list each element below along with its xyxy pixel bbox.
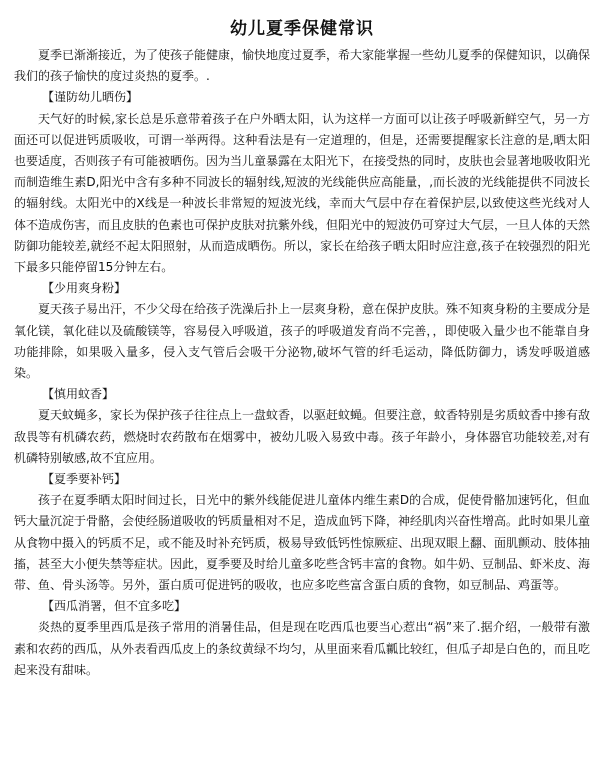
section-heading: 【慎用蚊香】 [42,387,115,402]
section-sunburn [14,87,590,278]
section-heading: 【谨防幼儿晒伤】 [42,90,139,105]
section-heading: 【少用爽身粉】 [42,281,127,296]
section-talcum-powder [14,278,590,384]
section-body: 炎热的夏季里西瓜是孩子常用的消暑佳品，但是现在吃西瓜也要当心惹出“祸”来了.据介绍，一般带有激素和农药的西瓜，从外表看西瓜皮上的条纹黄绿不均匀，从里面来看瓜瓤比较红，但瓜子却是白色的，而且吃起来没有甜味。 [14,620,591,677]
section-body: 天气好的时候,家长总是乐意带着孩子在户外晒太阳，认为这样一方面可以让孩子呼吸新鲜空气，另一方面还可以促进钙质吸收，可谓一举两得。这种看法是有一定道理的，但是，还需要提醒家长注意的是,晒太阳也要适度，否则孩子有可能被晒伤。因为当儿童暴露在太阳光下，在接受热的同时，皮肤也会显著地吸收阳光而制造维生素D,阳光中含有多种不同波长的辐射线,短波的光线能供应高能量，,而长波的光线能提供不同波长的辐射线。太阳光中的X线是一种波长非常短的短波光线，幸而大气层中存在着保护层,以致使这些光线对人体不造成伤害，而且皮肤的色素也可保护皮肤对抗紫外线，但阳光中的短波仍可穿过大气层，一旦人体的天然防御功能较差,就经不起太阳照射，从而造成晒伤。所以，家长在给孩子晒太阳时应注意,孩子在较强烈的阳光下最多只能停留15分钟左右。 [14,111,591,275]
intro-paragraph: 夏季已渐渐接近，为了使孩子能健康，愉快地度过夏季，希大家能掌握一些幼儿夏季的保健知识，以确保我们的孩子愉快的度过炎热的夏季。. [14,48,591,84]
section-watermelon [14,596,590,681]
section-body: 孩子在夏季晒太阳时间过长，日光中的紫外线能促进儿童体内维生素D的合成，促使骨骼加速钙化，但血钙大量沉淀于骨骼，会使经肠道吸收的钙质量相对不足，造成血钙下降，神经肌肉兴奋性增高。此时如果儿童从食物中摄入的钙质不足，或不能及时补充钙质，极易导致低钙性惊厥症、出现双眼上翻、面肌颤动、肢体抽搐，甚至大小便失禁等症状。因此，夏季要及时给儿童多吃些含钙丰富的食物。如牛奶、豆制品、虾米皮、海带、鱼、骨头汤等。另外，蛋白质可促进钙的吸收，也应多吃些富含蛋白质的食物，如豆制品、鸡蛋等。 [14,493,591,593]
section-body: 夏天孩子易出汗，不少父母在给孩子洗澡后扑上一层爽身粉，意在保护皮肤。殊不知爽身粉的主要成分是氧化镁，氧化硅以及硫酸镁等，容易侵入呼吸道，孩子的呼吸道发育尚不完善，，即使吸入量少也不能靠自身功能排除，如果吸入量多，侵入支气管后会吸干分泌物,破坏气管的纤毛运动，降低防御力，诱发呼吸道感染。 [14,302,591,381]
page-title: 幼儿夏季保健常识 [230,19,374,39]
section-heading: 【西瓜消署，但不宜多吃】 [42,599,187,614]
section-mosquito-coil [14,384,590,469]
section-heading: 【夏季要补钙】 [42,472,127,487]
section-body: 夏天蚊蝇多，家长为保护孩子往往点上一盘蚊香，以驱赶蚊蝇。但要注意，蚊香特别是劣质蚊香中掺有敌敌畏等有机磷农药，燃烧时农药散布在烟雾中，被幼儿吸入易致中毒。孩子年龄小，身体器官功能较差,对有机磷特别敏感,故不宜应用。 [14,408,591,465]
section-calcium [14,469,590,596]
